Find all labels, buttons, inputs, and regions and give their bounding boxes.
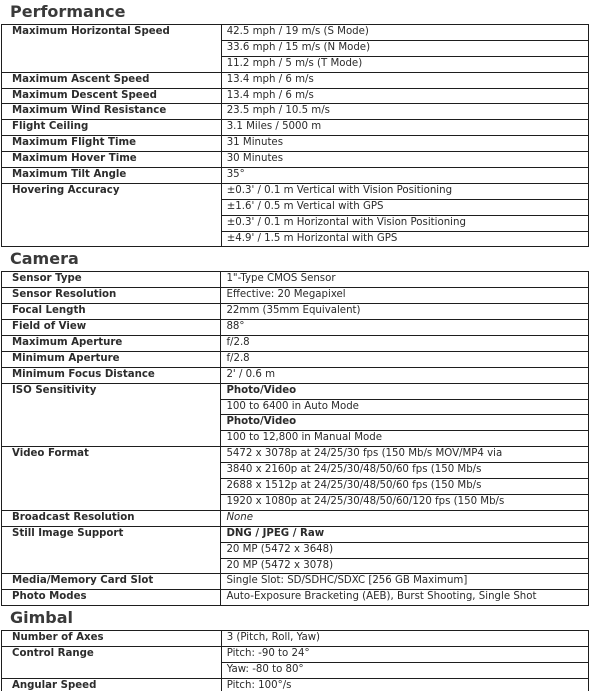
spec-value: Photo/Video xyxy=(221,415,589,431)
spec-label: ISO Sensitivity xyxy=(2,383,221,399)
spec-label: Still Image Support xyxy=(2,526,221,542)
spec-row xyxy=(2,231,589,247)
spec-row xyxy=(2,367,589,383)
spec-label-continuation xyxy=(2,558,221,574)
spec-row xyxy=(2,272,589,288)
spec-row xyxy=(2,431,589,447)
spec-row xyxy=(2,662,589,678)
spec-value: Auto-Exposure Bracketing (AEB), Burst Shooting, Single Shot xyxy=(221,590,589,606)
spec-row xyxy=(2,590,589,606)
spec-label-continuation xyxy=(2,479,221,495)
spec-value: 3 (Pitch, Roll, Yaw) xyxy=(221,631,588,647)
spec-label: Maximum Tilt Angle xyxy=(2,168,222,184)
spec-value: 35° xyxy=(221,168,588,184)
spec-value: DNG / JPEG / Raw xyxy=(221,526,589,542)
spec-value: 3840 x 2160p at 24/25/30/48/50/60 fps (150 Mb/s xyxy=(221,463,589,479)
spec-label: Sensor Resolution xyxy=(2,288,221,304)
spec-row xyxy=(2,479,589,495)
spec-row xyxy=(2,199,589,215)
spec-row xyxy=(2,678,589,691)
spec-label: Broadcast Resolution xyxy=(2,510,221,526)
spec-label: Maximum Wind Resistance xyxy=(2,104,222,120)
spec-value: 20 MP (5472 x 3078) xyxy=(221,558,589,574)
spec-row xyxy=(2,351,589,367)
spec-row xyxy=(2,574,589,590)
spec-value: ±0.3' / 0.1 m Horizontal with Vision Positioning xyxy=(221,215,588,231)
spec-value: 2' / 0.6 m xyxy=(221,367,589,383)
spec-label-continuation xyxy=(2,494,221,510)
spec-table-gimbal xyxy=(1,630,589,691)
spec-row xyxy=(2,336,589,352)
spec-label-continuation xyxy=(2,399,221,415)
spec-label-continuation xyxy=(2,56,222,72)
spec-value: 22mm (35mm Equivalent) xyxy=(221,304,589,320)
spec-value: f/2.8 xyxy=(221,336,589,352)
spec-label: Maximum Descent Speed xyxy=(2,88,222,104)
spec-value: ±1.6' / 0.5 m Vertical with GPS xyxy=(221,199,588,215)
spec-value: ±0.3' / 0.1 m Vertical with Vision Positioning xyxy=(221,183,588,199)
spec-label: Control Range xyxy=(2,647,222,663)
spec-value: 30 Minutes xyxy=(221,152,588,168)
spec-row xyxy=(2,542,589,558)
spec-label: Maximum Flight Time xyxy=(2,136,222,152)
spec-row xyxy=(2,104,589,120)
spec-label-continuation xyxy=(2,40,222,56)
spec-label: Sensor Type xyxy=(2,272,221,288)
spec-row xyxy=(2,510,589,526)
section-title-camera: Camera xyxy=(10,249,79,269)
spec-label: Minimum Aperture xyxy=(2,351,221,367)
spec-value: Single Slot: SD/SDHC/SDXC [256 GB Maximum] xyxy=(221,574,589,590)
spec-label: Flight Ceiling xyxy=(2,120,222,136)
spec-label: Number of Axes xyxy=(2,631,222,647)
spec-label: Video Format xyxy=(2,447,221,463)
spec-table-performance xyxy=(1,24,589,247)
spec-row xyxy=(2,558,589,574)
spec-value: None xyxy=(221,510,589,526)
spec-row xyxy=(2,183,589,199)
spec-label-continuation xyxy=(2,431,221,447)
spec-label: Maximum Hover Time xyxy=(2,152,222,168)
spec-label: Maximum Ascent Speed xyxy=(2,72,222,88)
spec-value: 33.6 mph / 15 m/s (N Mode) xyxy=(221,40,588,56)
spec-value: Pitch: -90 to 24° xyxy=(221,647,588,663)
section-title-performance: Performance xyxy=(10,2,126,21)
spec-label: Hovering Accuracy xyxy=(2,183,222,199)
spec-value: 13.4 mph / 6 m/s xyxy=(221,72,588,88)
spec-row xyxy=(2,25,589,41)
spec-row xyxy=(2,152,589,168)
spec-row xyxy=(2,647,589,663)
spec-label-continuation xyxy=(2,215,222,231)
spec-value: 2688 x 1512p at 24/25/30/48/50/60 fps (150 Mb/s xyxy=(221,479,589,495)
spec-label: Angular Speed xyxy=(2,678,222,691)
spec-label: Field of View xyxy=(2,320,221,336)
section-title-gimbal: Gimbal xyxy=(10,608,74,628)
spec-label-continuation xyxy=(2,463,221,479)
spec-value: 100 to 6400 in Auto Mode xyxy=(221,399,589,415)
spec-row xyxy=(2,526,589,542)
spec-value: Photo/Video xyxy=(221,383,589,399)
spec-table-camera xyxy=(1,271,589,606)
spec-label: Maximum Horizontal Speed xyxy=(2,25,222,41)
spec-label-continuation xyxy=(2,662,222,678)
spec-value: 88° xyxy=(221,320,589,336)
spec-value: 5472 x 3078p at 24/25/30 fps (150 Mb/s MOV/MP4 via xyxy=(221,447,589,463)
spec-value: ±4.9' / 1.5 m Horizontal with GPS xyxy=(221,231,588,247)
spec-value: 23.5 mph / 10.5 m/s xyxy=(221,104,588,120)
spec-row xyxy=(2,494,589,510)
spec-label: Photo Modes xyxy=(2,590,221,606)
spec-row xyxy=(2,72,589,88)
spec-label-continuation xyxy=(2,415,221,431)
spec-label: Media/Memory Card Slot xyxy=(2,574,221,590)
spec-value: 13.4 mph / 6 m/s xyxy=(221,88,588,104)
spec-row xyxy=(2,288,589,304)
spec-label: Minimum Focus Distance xyxy=(2,367,221,383)
spec-value: 20 MP (5472 x 3648) xyxy=(221,542,589,558)
spec-value: Effective: 20 Megapixel xyxy=(221,288,589,304)
spec-value: f/2.8 xyxy=(221,351,589,367)
spec-row xyxy=(2,383,589,399)
spec-row xyxy=(2,40,589,56)
spec-row xyxy=(2,168,589,184)
spec-value: 1"-Type CMOS Sensor xyxy=(221,272,589,288)
spec-row xyxy=(2,415,589,431)
spec-row xyxy=(2,136,589,152)
spec-row xyxy=(2,56,589,72)
spec-label-continuation xyxy=(2,542,221,558)
spec-value: 42.5 mph / 19 m/s (S Mode) xyxy=(221,25,588,41)
spec-row xyxy=(2,88,589,104)
spec-label: Maximum Aperture xyxy=(2,336,221,352)
spec-row xyxy=(2,399,589,415)
spec-row xyxy=(2,320,589,336)
spec-value: 3.1 Miles / 5000 m xyxy=(221,120,588,136)
spec-row xyxy=(2,215,589,231)
spec-row xyxy=(2,631,589,647)
spec-value: Pitch: 100°/s xyxy=(221,678,588,691)
spec-row xyxy=(2,463,589,479)
spec-value: 100 to 12,800 in Manual Mode xyxy=(221,431,589,447)
spec-label-continuation xyxy=(2,199,222,215)
spec-value: 31 Minutes xyxy=(221,136,588,152)
spec-value: 1920 x 1080p at 24/25/30/48/50/60/120 fps (150 Mb/s xyxy=(221,494,589,510)
spec-label: Focal Length xyxy=(2,304,221,320)
spec-row xyxy=(2,304,589,320)
spec-value: 11.2 mph / 5 m/s (T Mode) xyxy=(221,56,588,72)
spec-label-continuation xyxy=(2,231,222,247)
spec-value: Yaw: -80 to 80° xyxy=(221,662,588,678)
spec-row xyxy=(2,447,589,463)
spec-row xyxy=(2,120,589,136)
